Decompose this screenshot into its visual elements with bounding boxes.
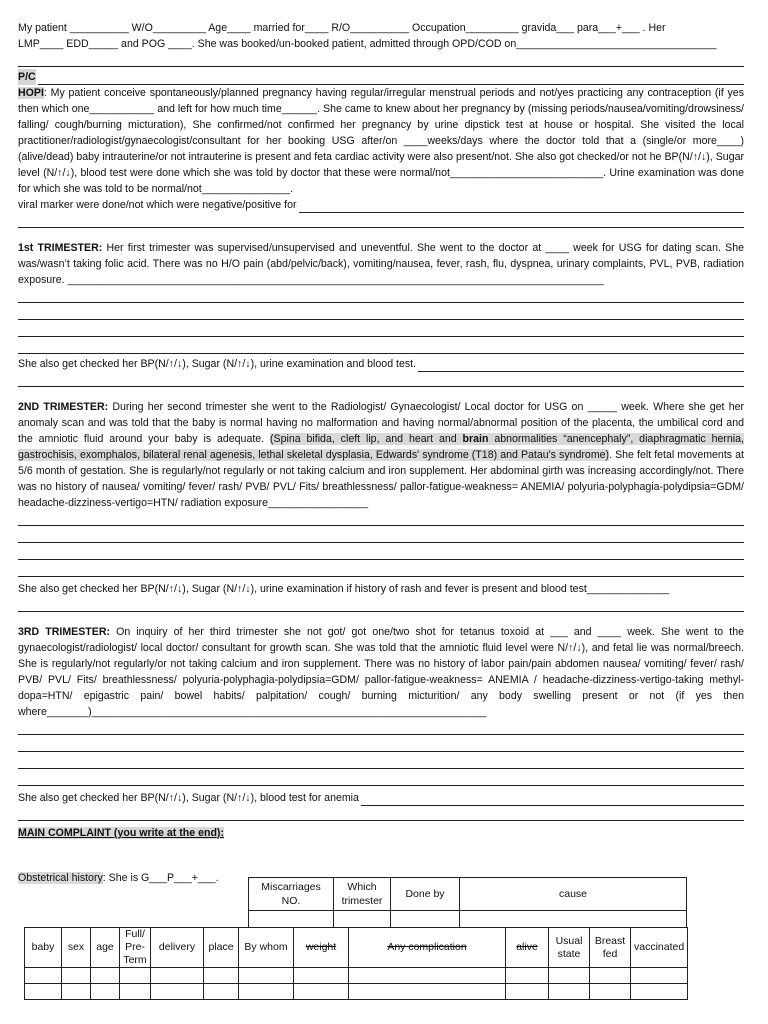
viral-marker-blank[interactable] [299,201,744,213]
table-cell[interactable] [631,968,688,984]
table-row [249,878,687,911]
table-cell[interactable] [151,968,204,984]
header-breast-fed: Breast fed [590,928,631,968]
table-cell[interactable] [62,968,91,984]
blank-line[interactable] [18,545,744,560]
table-cell[interactable] [204,984,239,1000]
table-row [249,911,687,928]
blank-line[interactable] [18,322,744,337]
blank-line[interactable] [18,597,744,612]
table-cell[interactable] [349,968,506,984]
previous-pregnancies-table [24,927,688,1000]
table-cell[interactable] [249,911,334,928]
second-trimester-paragraph [18,399,744,511]
pc-label: P/C [18,71,36,83]
table-cell[interactable] [91,984,120,1000]
blank-line[interactable] [18,528,744,543]
anomaly-brain: brain [462,433,489,445]
third-trimester-text: On inquiry of her third trimester she not got/ got one/two shot for tetanus toxoid at ___ and ____ week. She went to the gynaecologist/radiologist/ local doctor/ consultant for growth scan. She was told that the amniotic fluid level were N/↑/↓), and fetal lie was normal/breech. She is regularly/not regularly/or not taking calcium and iron supplement. There was no history of labor pain/pain abdomen nausea/ vomiting/ fever/ rash/ PVB/ PVL/ Fits/ breathlessness/ polyuria-polyphagia-polydipsia=GDM/ pallor-fatigue-weakness= ANEMIA / headache-dizziness-vertigo-taking methyl-dopa=HTN/ epigastric pain/ bowel habits/ palpitation/ cough/ burning micturition/ any body swelling present or not (if yes then where_______)___________________________________________________________________ [18,626,744,718]
table-cell[interactable] [590,968,631,984]
table-cell[interactable] [590,984,631,1000]
first-trimester-checked-blank[interactable] [418,360,744,372]
main-complaint-heading: MAIN COMPLAINT (you write at the end): [18,827,224,839]
table-cell[interactable] [120,968,151,984]
header-cause: cause [460,878,687,911]
table-cell[interactable] [120,984,151,1000]
table-cell[interactable] [91,968,120,984]
header-age: age [91,928,120,968]
third-trimester-label: 3RD TRIMESTER: [18,626,111,638]
table-cell[interactable] [62,984,91,1000]
first-trimester-checked-text: She also get checked her BP(N/↑/↓), Sugar (N/↑/↓), urine examination and blood test. [18,358,417,370]
blank-line[interactable] [18,339,744,354]
table-cell[interactable] [294,968,349,984]
table-cell[interactable] [25,984,62,1000]
header-delivery: delivery [151,928,204,968]
blank-line[interactable] [18,562,744,577]
third-trimester-checked-row [18,790,744,806]
first-trimester-paragraph [18,240,744,288]
blank-line[interactable] [18,288,744,303]
presenting-complaint-row [18,69,744,85]
table-cell[interactable] [349,984,506,1000]
blank-line[interactable] [18,372,744,387]
second-trimester-checked: She also get checked her BP(N/↑/↓), Sugar (N/↑/↓), urine examination if history of rash and fever is present and blood test______________ [18,583,670,595]
table-cell[interactable] [204,968,239,984]
second-trimester-label: 2ND TRIMESTER: [18,401,109,413]
form-page [18,20,744,841]
table-cell[interactable] [334,911,391,928]
header-done-by: Done by [391,878,460,911]
header-sex: sex [62,928,91,968]
second-trimester-text-a: During her second trimester she went to the Radiologist/ Gynaecologist/ Local doctor for USG on _____ week. Where she get her anomaly scan and was told that the baby is normal having no malformation and having normal/abnormal position of the placenta, the umbilical cord and the amniotic fluid around your baby is adequate. [18,401,745,445]
header-any-complication: Any complication [349,928,506,968]
obstetrical-history-label: Obstetrical history [18,872,103,884]
blank-line[interactable] [18,737,744,752]
table-cell[interactable] [294,984,349,1000]
patient-intro-line-1: My patient __________ W/O_________ Age____ married for____ R/O__________ Occupation_________ gravida___ para___+___ . Her [18,22,666,34]
obstetrical-history [18,872,219,884]
table-cell[interactable] [151,984,204,1000]
patient-intro-line-2: LMP____ EDD_____ and POG ____. She was booked/un-booked patient, admitted through OPD/COD on__________________________________ [18,38,717,50]
table-row [25,968,688,984]
first-trimester-text: Her first trimester was supervised/unsupervised and uneventful. She went to the doctor at ____ week for USG for dating scan. She was/wasn’t taking folic acid. There was no H/O pain (abd/pelvic/back), vomiting/nausea, fever, rash, flu, dyspnea, urinary complaints, PVL, PVB, radiation exposure. ___________________________________________________________________________________________ [18,242,744,286]
miscarriages-table [248,877,687,928]
table-cell[interactable] [460,911,687,928]
hopi-text: : My patient conceive spontaneously/planned pregnancy having regular/irregular menstrual periods and not/yes practicing any contraception (if yes then which one___________ and left for how much time______. She came to knew about her pregnancy by (missing periods/nausea/vomiting/drowsiness/ falling/ cough/burning micturation), She confirmed/not confirmed her pregnancy by urine dipstick test at house or hospital. She visited the local practitioner/radiologist/gynaecologist/consultant for her booking USG after/on ____weeks/days where the doctor told that a (single/or more____) (alive/dead) baby intrauterine/or not intrauterine is present and feta cardiac activity were also present/not. She also got checked/or not he BP(N/↑/↓), Sugar level (N/↑/↓), blood test were done which she was told by doctor that these were normal/not__________________________. Urine examination was done for which she was told to be normal/not_______________. [18,87,744,195]
table-cell[interactable] [25,968,62,984]
viral-marker-row [18,197,744,213]
table-cell[interactable] [549,968,590,984]
first-trimester-checked-row [18,356,744,372]
table-row [25,984,688,1000]
header-term: Full/ Pre-Term [120,928,151,968]
third-trimester-paragraph [18,624,744,720]
third-trimester-checked-blank[interactable] [361,794,744,806]
header-by-whom: By whom [239,928,294,968]
table-cell[interactable] [506,968,549,984]
header-usual-state: Usual state [549,928,590,968]
blank-line[interactable] [18,52,744,67]
header-miscarriages: Miscarriages NO. [249,878,334,911]
header-vaccinated: vaccinated [631,928,688,968]
pc-blank[interactable] [38,73,744,85]
table-cell[interactable] [631,984,688,1000]
header-alive: alive [506,928,549,968]
anomaly-list-b: abnormalities “anencephaly”, diaphragmatic hernia, gastrochisis, exomphalos, bilateral renal agenesis, lethal skeletal dysplasia, Edwards' syndrome (T18) and Patau's syndrome) [18,433,744,461]
blank-line[interactable] [18,720,744,735]
blank-line[interactable] [18,213,744,228]
first-trimester-label: 1st TRIMESTER: [18,242,103,254]
header-place: place [204,928,239,968]
hopi-paragraph [18,85,744,197]
blank-line[interactable] [18,806,744,821]
viral-marker-text: viral marker were done/not which were negative/positive for [18,199,297,211]
blank-line[interactable] [18,771,744,786]
obstetrical-history-text: : She is G___P___+___. [102,872,219,884]
anomaly-list-a: (Spina bifida, cleft lip, and heart and [270,433,463,445]
table-cell[interactable] [549,984,590,1000]
blank-line[interactable] [18,511,744,526]
table-cell[interactable] [239,968,294,984]
third-trimester-checked-text: She also get checked her BP(N/↑/↓), Sugar (N/↑/↓), blood test for anemia [18,792,359,804]
blank-line[interactable] [18,754,744,769]
header-baby: baby [25,928,62,968]
header-which-trimester: Which trimester [334,878,391,911]
blank-line[interactable] [18,305,744,320]
second-trimester-text-b: . She felt fetal movements at 5/6 month of gestation. She is regularly/not regularly or not taking calcium and iron supplement. Her abdominal girth was increasing accordingly/not. There was no history of nausea/ vomiting/ fever/ rash/ PVB/ PVL/ Fits/ breathlessness/ pallor-fatigue-weakness= ANEMIA/ polyuria-polyphagia-polydipsia=GDM/ headache-dizziness-vertigo=HTN/ radiation exposure_________________ [18,449,744,509]
table-cell[interactable] [506,984,549,1000]
table-cell[interactable] [239,984,294,1000]
header-weight: weight [294,928,349,968]
hopi-label: HOPI [18,87,44,99]
table-cell[interactable] [391,911,460,928]
table-row [25,928,688,968]
